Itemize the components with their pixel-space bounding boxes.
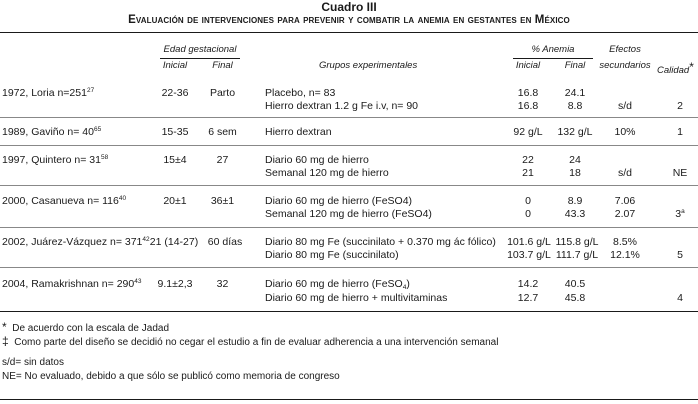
table-cell-efectos: 7.06: [614, 195, 636, 207]
table-row-study: 2004, Ramakrishnan $n= 290^{43}$: [2, 278, 142, 290]
table-cell-efectos: 12.1%: [610, 249, 640, 261]
table-cell-efectos: s/d: [617, 100, 632, 112]
table-cell-edad-inicial: 20±1: [163, 195, 187, 207]
table-cell-edad-inicial: 15±4: [163, 154, 187, 166]
footnote-star: * De acuerdo con la escala de Jadad: [2, 320, 170, 334]
table-cell-efectos: 10%: [614, 126, 636, 138]
table-cell-group: Diario 60 mg de hierro (FeSO$_4$): [265, 278, 410, 291]
table-cell-group: Hierro dextran 1.2 g Fe i.v, n= 90: [265, 100, 419, 112]
header-grupos: Grupos experimentales: [319, 60, 418, 71]
footnote-sd: s/d= sin datos: [2, 357, 64, 368]
table-cell-anemia-inicial: 14.2: [517, 278, 539, 290]
row-divider: [0, 267, 698, 268]
header-anemia-underline: [513, 58, 593, 59]
table-cell-edad-inicial: 15-35: [161, 126, 189, 138]
top-rule: [0, 32, 698, 33]
table-cell-anemia-inicial: 103.7 g/L: [507, 249, 551, 261]
table-row-study: 1997, Quintero $n= 31^{58}$: [2, 154, 109, 166]
table-cell-edad-inicial: 9.1±2,3: [157, 278, 193, 290]
table-cell-anemia-final: 8.9: [567, 195, 583, 207]
table-bottom-rule: [0, 311, 698, 312]
table-cell-anemia-inicial: 12.7: [517, 292, 539, 304]
header-edad-inicial: Inicial: [162, 60, 188, 71]
table-cell-group: Diario 60 mg de hierro (FeSO4): [265, 195, 413, 207]
table-cell-group: Placebo, n= 83: [265, 87, 336, 99]
table-cell-edad-final: 6 sem: [208, 126, 237, 138]
table-cell-efectos: 2.07: [614, 208, 636, 220]
header-edad-final: Final: [212, 60, 233, 71]
table-cell-anemia-inicial: 16.8: [517, 100, 539, 112]
table-cell-anemia-final: 43.3: [564, 208, 586, 220]
footnote-dagger: ‡ Como parte del diseño se decidió no cegar el estudio a fin de evaluar adherencia a una intervención semanal: [2, 334, 499, 348]
table-cell-anemia-inicial: 0: [525, 195, 531, 207]
table-cell-anemia-inicial: 101.6 g/L: [507, 236, 551, 248]
table-cell-anemia-final: 18: [569, 167, 581, 179]
table-cell-calidad: 2: [677, 100, 683, 112]
row-divider: [0, 145, 698, 146]
table-cell-edad-final: 32: [216, 278, 229, 290]
header-efectos-1: Efectos: [609, 44, 641, 55]
footnote-ne: NE= No evaluado, debido a que sólo se publicó como memoria de congreso: [2, 371, 340, 382]
table-cell-edad-inicial: 22-36: [161, 87, 189, 99]
table-cell-group: Diario 60 mg de hierro: [265, 154, 369, 166]
table-cell-group: Semanal 120 mg de hierro (FeSO4): [265, 208, 432, 220]
table-cell-anemia-final: 8.8: [567, 100, 583, 112]
table-cell-edad-inicial: 21 (14-27): [149, 236, 199, 248]
table-cell-group: Semanal 120 mg de hierro: [265, 167, 389, 179]
header-calidad: Calidad*: [657, 60, 694, 76]
table-cell-anemia-final: 24: [569, 154, 581, 166]
table-row-study: 2002, Juárez-Vázquez $n= 371^{42}$: [2, 236, 150, 248]
table-cell-edad-final: Parto: [209, 87, 236, 99]
table-cell-group: Diario 60 mg de hierro + multivitaminas: [265, 292, 448, 304]
table-cell-anemia-inicial: 16.8: [517, 87, 539, 99]
table-cell-anemia-final: 24.1: [564, 87, 586, 99]
header-edad-gestacional: Edad gestacional: [163, 44, 237, 55]
header-anemia-inicial: Inicial: [515, 60, 541, 71]
table-cell-calidad: 3$^a$: [675, 208, 685, 220]
table-cell-anemia-final: 132 g/L: [557, 126, 593, 138]
row-divider: [0, 227, 698, 228]
table-cell-group: Hierro dextran: [265, 126, 332, 138]
header-efectos-2: secundarios: [599, 60, 651, 71]
table-cell-calidad: 4: [677, 292, 683, 304]
table-title: Evaluación de intervenciones para prevenir y combatir la anemia en gestantes en México: [128, 14, 570, 26]
page-bottom-rule: [0, 399, 698, 400]
table-row-study: 1989, Gaviño $n= 40^{65}$: [2, 126, 102, 138]
table-cell-edad-final: 36±1: [210, 195, 235, 207]
table-cell-edad-final: 27: [216, 154, 229, 166]
table-cell-group: Diario 80 mg Fe (succinilato + 0.370 mg ác fólico): [265, 236, 496, 248]
table-cell-anemia-inicial: 0: [525, 208, 531, 220]
table-cell-anemia-final: 111.7 g/L: [555, 249, 599, 261]
table-cell-calidad: 5: [677, 249, 683, 261]
table-cell-anemia-final: 45.8: [564, 292, 586, 304]
table-cell-anemia-final: 115.8 g/L: [555, 236, 599, 248]
table-cell-group: Diario 80 mg Fe (succinilato): [265, 249, 399, 261]
table-label: Cuadro III: [321, 0, 377, 14]
table-cell-anemia-final: 40.5: [564, 278, 586, 290]
table-cell-efectos: s/d: [617, 167, 632, 179]
table-cell-calidad: 1: [677, 126, 683, 138]
header-anemia-final: Final: [564, 60, 586, 71]
table-row-study: 1972, Loria $n=251^{27}$: [2, 87, 95, 99]
table-cell-calidad: NE: [672, 167, 688, 179]
table-cell-anemia-inicial: 92 g/L: [513, 126, 543, 138]
table-cell-anemia-inicial: 22: [522, 154, 534, 166]
row-divider: [0, 185, 698, 186]
table-row-study: 2000, Casanueva $n= 116^{40}$: [2, 195, 127, 207]
table-cell-efectos: 8.5%: [613, 236, 637, 248]
table-cell-edad-final: 60 días: [207, 236, 243, 248]
header-edad-underline: [160, 58, 240, 59]
row-divider: [0, 117, 698, 118]
header-anemia: % Anemia: [531, 44, 575, 55]
table-cell-anemia-inicial: 21: [522, 167, 534, 179]
